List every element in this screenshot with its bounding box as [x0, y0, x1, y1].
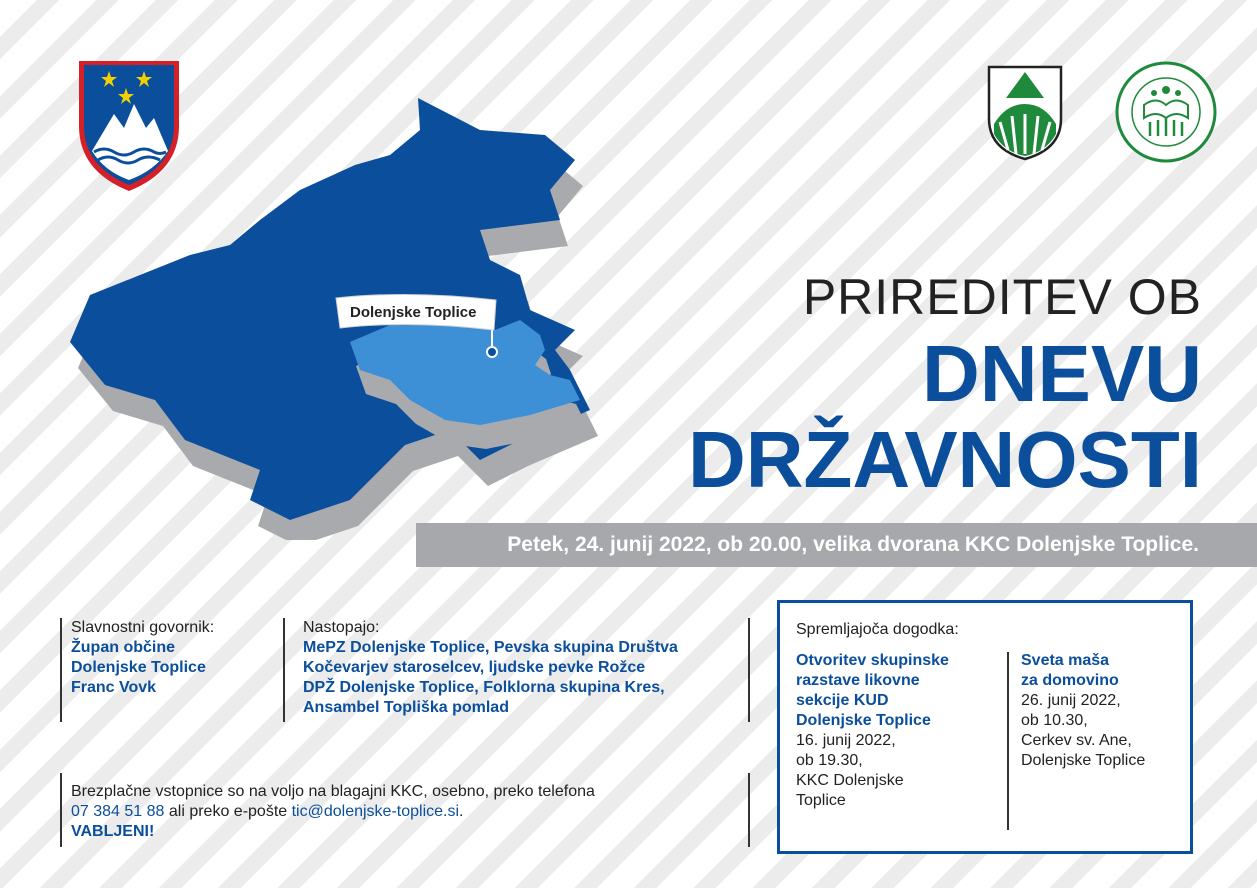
performers-line-1: MePZ Dolenjske Toplice, Pevska skupina Društva	[303, 639, 678, 656]
event1-detail-4: Toplice	[796, 792, 846, 809]
title-line-1: PRIREDITEV OB	[802, 269, 1202, 325]
event1-title-1: Otvoritev skupinske	[796, 652, 949, 669]
event1-title-4: Dolenjske Toplice	[796, 712, 931, 729]
date-bar	[416, 523, 1257, 567]
event1-title-2: razstave likovne	[796, 672, 920, 689]
tickets-end: .	[459, 803, 464, 820]
event2-title-2: za domovino	[1021, 672, 1119, 689]
divider-left	[60, 618, 62, 722]
tickets-line-2	[71, 802, 463, 822]
event1-detail-2: ob 19.30,	[796, 752, 863, 769]
map-pin-dot	[487, 347, 497, 357]
slovenia-map	[50, 80, 610, 540]
email-link[interactable]: tic@dolenjske-toplice.si	[291, 803, 460, 820]
tickets-line-1: Brezplačne vstopnice so na voljo na blagajni KKC, osebno, preko telefona	[71, 783, 595, 800]
phone-link[interactable]: 07 384 51 88	[71, 803, 165, 820]
performers-label: Nastopajo:	[303, 619, 380, 636]
divider-tickets-left	[60, 773, 62, 847]
event2-detail-2: ob 10.30,	[1021, 712, 1088, 729]
event1-title-3: sekcije KUD	[796, 692, 889, 709]
side-events-label: Spremljajoča dogodka:	[796, 621, 959, 638]
event2-detail-1: 26. junij 2022,	[1021, 692, 1121, 709]
kud-logo-icon	[1114, 60, 1218, 164]
title-line-3: DRŽAVNOSTI	[687, 415, 1202, 504]
divider-events	[1007, 652, 1009, 830]
event2-detail-3: Cerkev sv. Ane,	[1021, 732, 1132, 749]
divider-tickets-right	[748, 773, 750, 847]
speaker-line-1: Župan občine	[71, 639, 175, 656]
speaker-line-2: Dolenjske Toplice	[71, 659, 206, 676]
divider-mid	[283, 618, 285, 722]
divider-right	[748, 618, 750, 722]
speaker-line-3: Franc Vovk	[71, 679, 157, 696]
tickets-middle: ali preko e-pošte	[164, 803, 292, 820]
date-line: Petek, 24. junij 2022, ob 20.00, velika dvorana KKC Dolenjske Toplice.	[507, 533, 1199, 556]
speaker-label: Slavnostni govornik:	[71, 619, 215, 636]
map-pin-label: Dolenjske Toplice	[350, 304, 477, 321]
performers-line-4: Ansambel Topliška pomlad	[303, 699, 509, 716]
performers-line-3: DPŽ Dolenjske Toplice, Folklorna skupina Kres,	[303, 679, 665, 696]
event1-detail-3: KKC Dolenjske	[796, 772, 904, 789]
event2-detail-4: Dolenjske Toplice	[1021, 752, 1146, 769]
event1-detail-1: 16. junij 2022,	[796, 732, 896, 749]
title-line-2: DNEVU	[921, 329, 1202, 418]
tickets-invite: VABLJENI!	[71, 823, 155, 840]
municipality-logo-icon	[986, 64, 1064, 162]
performers-line-2: Kočevarjev staroselcev, ljudske pevke Rožce	[303, 659, 646, 676]
event2-title-1: Sveta maša	[1021, 652, 1110, 669]
